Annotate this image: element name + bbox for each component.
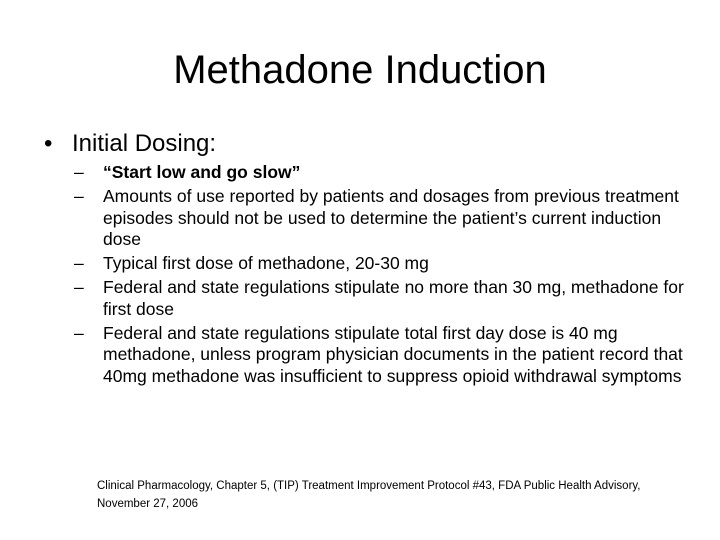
sub-bullet-item	[74, 277, 694, 320]
main-bullet	[44, 128, 216, 160]
sub-bullet-item	[74, 323, 694, 388]
dash-marker: –	[74, 322, 84, 343]
dash-marker: –	[74, 253, 84, 273]
sub-bullet-text: Federal and state regulations stipulate total first day dose is 40 mg methadone, unless program physician documents in the patient record that 40mg methadone was insufficient to suppress opioid withdrawal symptoms	[103, 322, 683, 386]
sub-bullet-item	[74, 253, 694, 275]
dash-marker: –	[74, 186, 84, 206]
dash-marker: –	[74, 162, 84, 182]
sub-bullet-item	[74, 186, 694, 251]
sub-bullet-text: Typical first dose of methadone, 20-30 mg	[103, 253, 429, 273]
main-bullet-text: Initial Dosing:	[72, 130, 217, 157]
sub-bullet-text: Amounts of use reported by patients and dosages from previous treatment episodes should not be used to determine the patient’s current induction dose	[103, 186, 679, 249]
sub-bullet-text: Federal and state regulations stipulate no more than 30 mg, methadone for first dose	[103, 277, 684, 319]
bullet-marker: •	[44, 130, 53, 157]
slide-title: Methadone Induction	[173, 48, 547, 92]
sub-bullet-item	[74, 162, 694, 184]
sub-bullet-list	[74, 162, 694, 390]
citation: Clinical Pharmacology, Chapter 5, (TIP) Treatment Improvement Protocol #43, FDA Public Health Advisory, November 27, 2006	[97, 480, 641, 510]
dash-marker: –	[74, 277, 84, 297]
sub-bullet-text: “Start low and go slow”	[103, 162, 301, 182]
